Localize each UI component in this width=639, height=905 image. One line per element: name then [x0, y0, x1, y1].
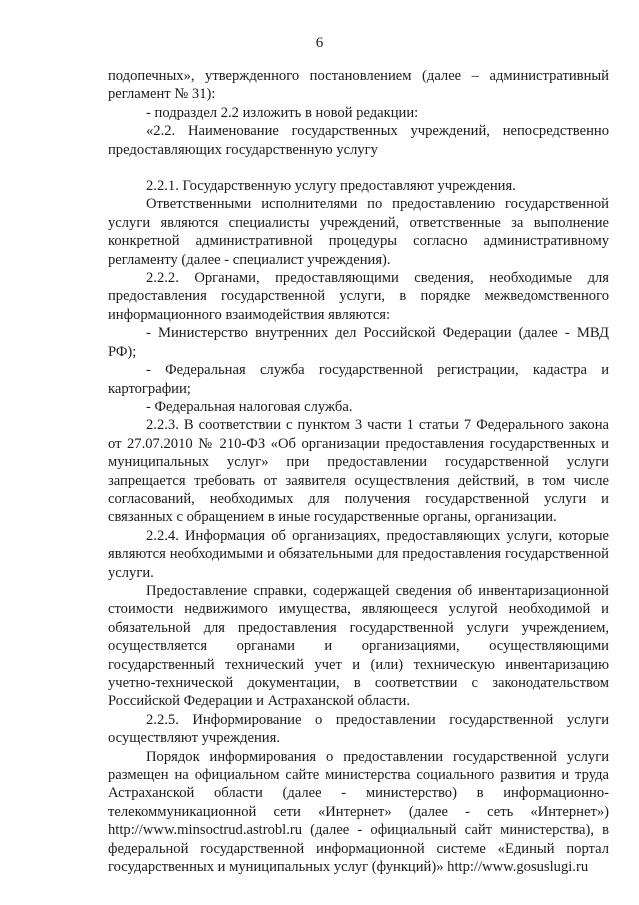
paragraph: «2.2. Наименование государственных учреждений, непосредственно предоставляющих государственную услугу	[108, 123, 609, 158]
paragraph: - подраздел 2.2 изложить в новой редакции:	[146, 104, 419, 121]
paragraph: 2.2.1. Государственную услугу предоставляют учреждения.	[146, 178, 516, 195]
paragraph: Порядок информирования о предоставлении государственной услуги размещен на официальном сайте министерства социального развития и труда Астраханской области (далее - министерство) в информационно-телекоммуникационной сети «Интернет» (далее - сеть «Интернет») http://www.minsoctrud.astrobl.ru (далее - официальный сайт министерства), в федеральной государственной информационной системе «Единый портал государственных и муниципальных услуг (функций)» http://www.gosuslugi.ru	[108, 748, 609, 876]
paragraph: 2.2.5. Информирование о предоставлении государственной услуги осуществляют учреждения.	[108, 711, 609, 747]
paragraph-spacer	[108, 159, 609, 177]
paragraph: подопечных», утвержденного постановлением (далее – административный регламент № 31):	[108, 68, 609, 103]
paragraph: 2.2.4. Информация об организациях, предоставляющих услуги, которые являются необходимыми и обязательными для предоставления государственной услуги.	[108, 527, 609, 581]
paragraph: - Федеральная налоговая служба.	[146, 398, 353, 415]
paragraph: 2.2.3. В соответствии с пунктом 3 части 1 статьи 7 Федерального закона от 27.07.2010 № 210-ФЗ «Об организации предоставления государственных и муниципальных услуг» при предоставлении государственной услуги запрещается требовать от заявителя осуществления действий, в том числе согласований, необходимых для получения государственной услуги и связанных с обращением в иные государственные органы, организации.	[108, 417, 609, 526]
document-body	[108, 67, 609, 876]
paragraph: - Министерство внутренних дел Российской Федерации (далее - МВД РФ);	[108, 325, 609, 360]
page-number: 6	[315, 35, 324, 51]
paragraph: - Федеральная служба государственной регистрации, кадастра и картографии;	[108, 362, 609, 397]
paragraph: Предоставление справки, содержащей сведения об инвентаризационной стоимости недвижимого имущества, являющееся услугой необходимой и обязательной для предоставления государственной услуги учреждением, осуществляется органами и организациями, осуществляющими государственный технический учет и (или) техническую инвентаризацию учетно-технической документации, в соответствии с законодательством Российской Федерации и Астраханской области.	[108, 582, 609, 710]
paragraph: 2.2.2. Органами, предоставляющими сведения, необходимые для предоставления государственной услуги, в порядке межведомственного информационного взаимодействия являются:	[108, 270, 609, 323]
paragraph: Ответственными исполнителями по предоставлению государственной услуги являются специалисты учреждений, ответственные за выполнение конкретной административной процедуры согласно административному регламенту (далее - специалист учреждения).	[108, 196, 609, 268]
